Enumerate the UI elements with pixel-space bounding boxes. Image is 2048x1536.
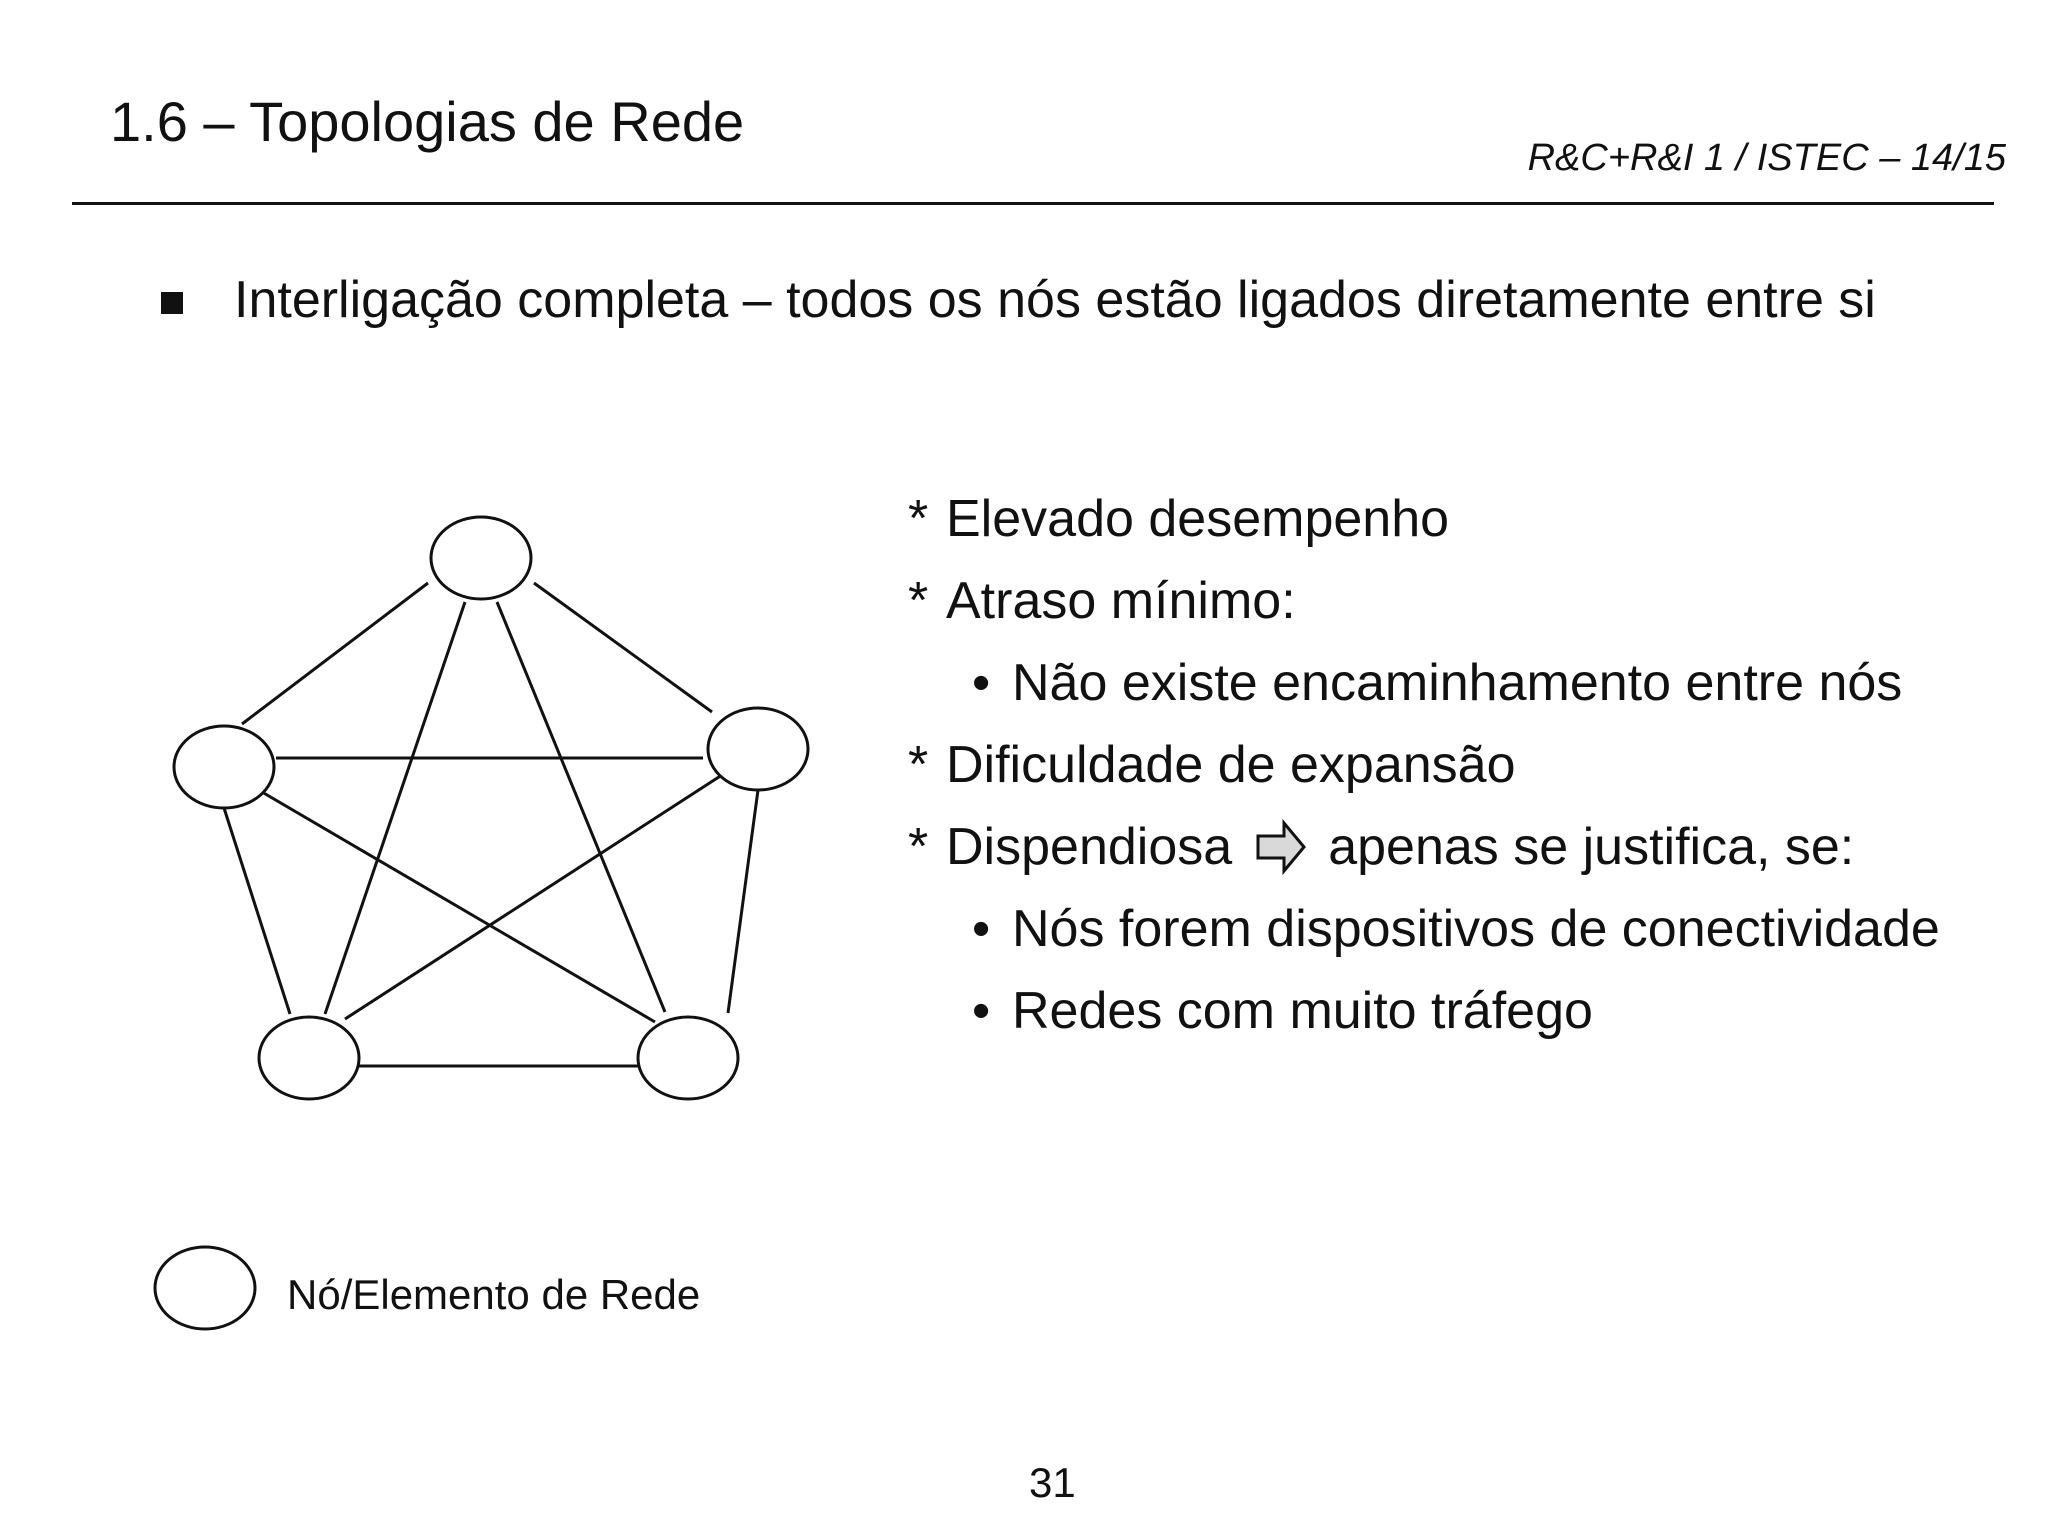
legend-label: Nó/Elemento de Rede (287, 1271, 701, 1318)
subpoint-trafego (908, 970, 1940, 1052)
bullet-marker: • (972, 900, 991, 958)
point-text: Redes com muito tráfego (1012, 982, 1593, 1040)
asterisk-marker: * (908, 490, 929, 548)
node-top-icon (431, 517, 531, 599)
topology-characteristics (908, 478, 1940, 1052)
mesh-nodes (155, 517, 808, 1329)
legend-node-icon (155, 1247, 255, 1329)
point-text: Atraso mínimo: (946, 572, 1296, 630)
page-number: 31 (1029, 1459, 1076, 1506)
point-atraso-minimo (908, 560, 1940, 642)
asterisk-marker: * (908, 736, 929, 794)
link-left-bottomleft (224, 808, 290, 1014)
bullet-marker: • (972, 654, 991, 712)
point-elevado-desempenho (908, 478, 1940, 560)
point-text: Elevado desempenho (946, 490, 1450, 548)
node-right-icon (708, 708, 808, 790)
link-top-left (242, 583, 428, 724)
link-right-bottomleft (345, 773, 725, 1019)
link-top-bottomleft (325, 602, 465, 1014)
asterisk-marker: * (908, 818, 929, 876)
node-bottomright-icon (638, 1017, 738, 1099)
right-arrow-icon (1256, 819, 1306, 875)
point-text: Dificuldade de expansão (946, 736, 1516, 794)
main-bullet-text: Interligação completa – todos os nós estão ligados diretamente entre si (234, 271, 1876, 329)
subpoint-encaminhamento (908, 642, 1940, 724)
point-text: Nós forem dispositivos de conectividade (1012, 900, 1940, 958)
bullet-marker: • (972, 982, 991, 1040)
point-dispendiosa (908, 806, 1940, 888)
point-text-after: apenas se justifica, se: (1328, 818, 1855, 876)
subpoint-dispositivos (908, 888, 1940, 970)
point-text-before: Dispendiosa (946, 818, 1233, 876)
course-label: R&C+R&I 1 / ISTEC – 14/15 (1527, 137, 2006, 179)
slide-title: 1.6 – Topologias de Rede (110, 90, 745, 153)
link-top-bottomright (497, 602, 665, 1012)
point-dificuldade-expansao (908, 724, 1940, 806)
node-bottomleft-icon (259, 1017, 359, 1099)
asterisk-marker: * (908, 572, 929, 630)
link-right-bottomright (728, 790, 758, 1013)
link-top-right (534, 583, 712, 712)
link-left-bottomright (262, 792, 655, 1022)
node-left-icon (174, 726, 274, 808)
point-text: Não existe encaminhamento entre nós (1012, 654, 1903, 712)
mesh-links (224, 583, 758, 1066)
